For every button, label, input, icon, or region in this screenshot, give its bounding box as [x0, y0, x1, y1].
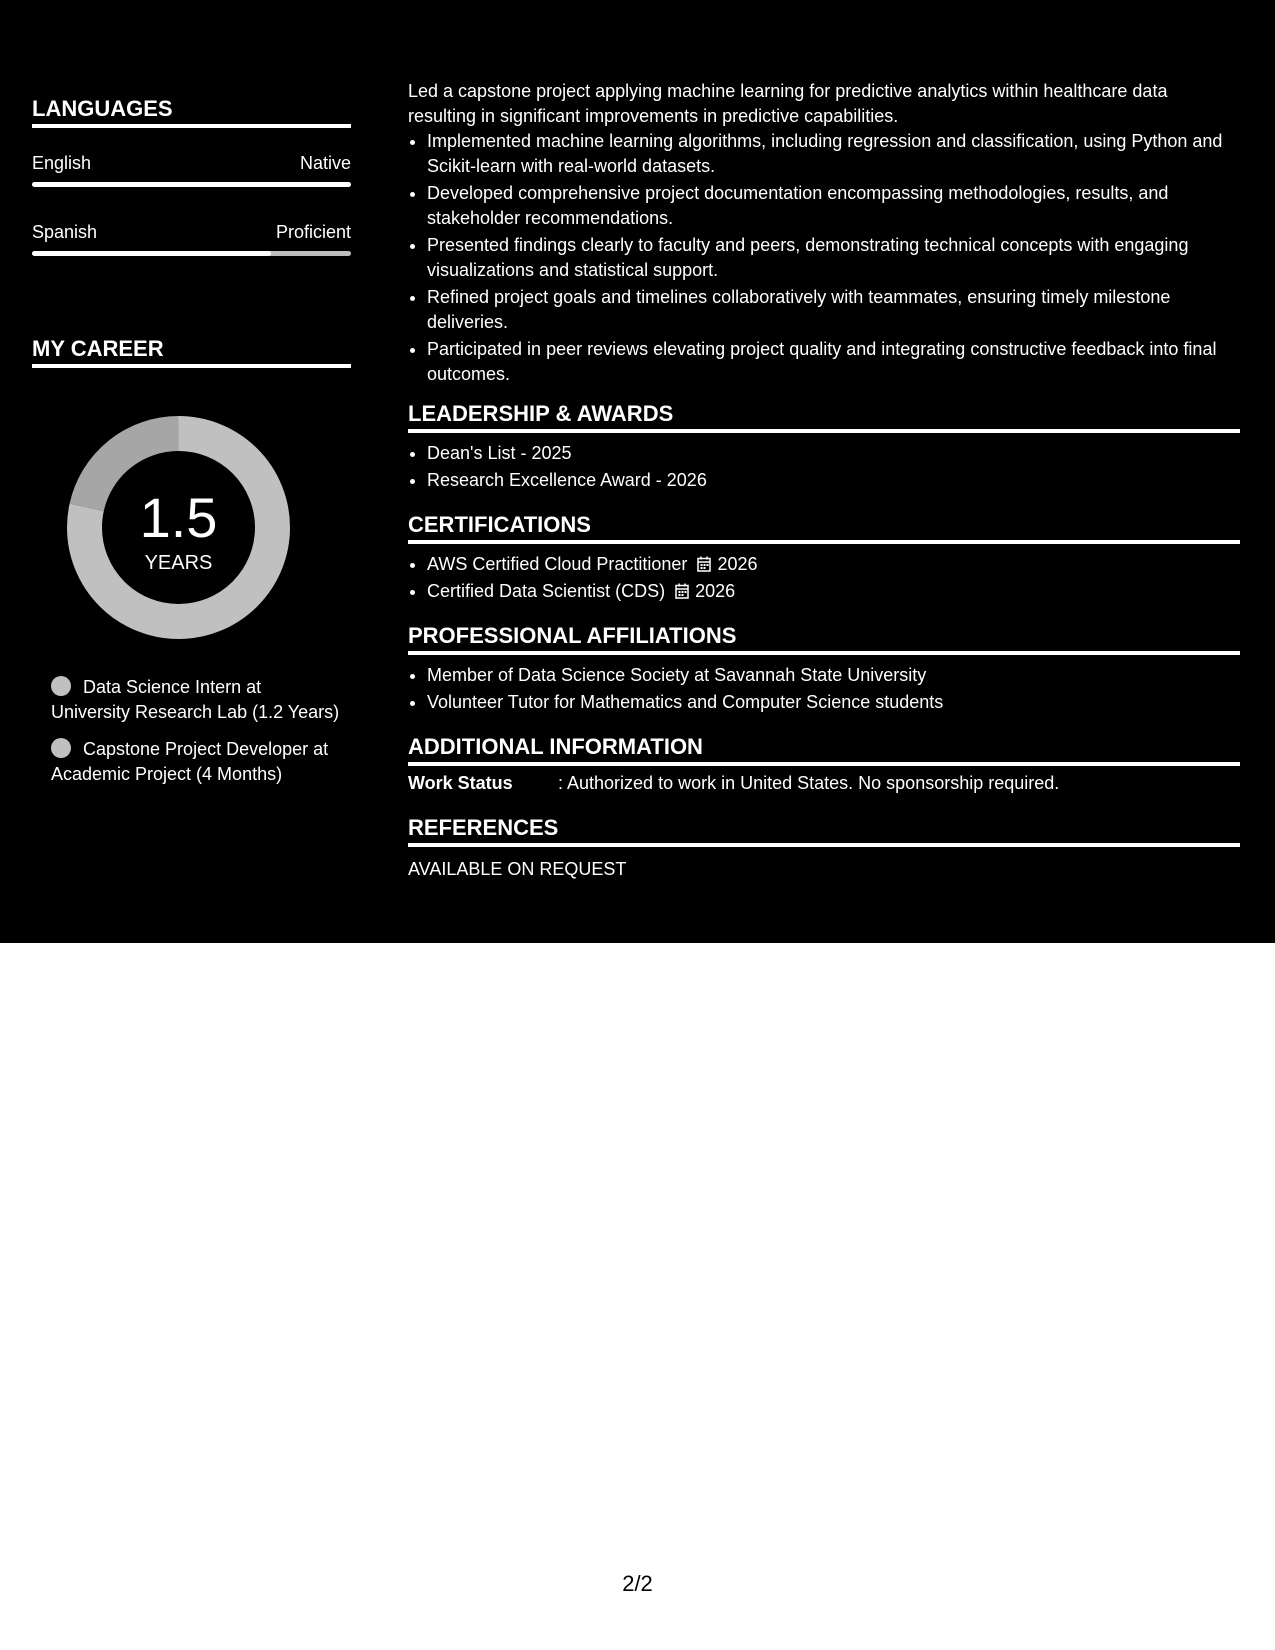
language-proficiency-bar	[32, 182, 351, 187]
affiliations-heading: PROFESSIONAL AFFILIATIONS	[408, 623, 1240, 655]
certification-name: AWS Certified Cloud Practitioner	[427, 554, 688, 574]
affiliations-list	[408, 663, 1240, 715]
certification-item	[427, 552, 1240, 577]
project-section	[408, 79, 1240, 389]
career-item-text: Data Science Intern at University Research Lab (1.2 Years)	[51, 677, 340, 722]
career-bullet-dot	[51, 738, 71, 758]
work-status-label: Work Status	[408, 773, 513, 793]
certifications-heading: CERTIFICATIONS	[408, 512, 1240, 544]
languages-heading: LANGUAGES	[32, 96, 351, 128]
project-intro: Led a capstone project applying machine learning for predictive analytics within healthcare data resulting in significant improvements in predictive capabilities.	[408, 81, 1168, 126]
leadership-heading: LEADERSHIP & AWARDS	[408, 401, 1240, 433]
additional-info-heading: ADDITIONAL INFORMATION	[408, 734, 1240, 766]
certification-year: 2026	[695, 581, 736, 601]
affiliation-item: • Volunteer Tutor for Mathematics and Computer Science students	[427, 690, 1240, 715]
career-donut-chart	[66, 415, 291, 640]
certification-year: 2026	[717, 554, 758, 574]
language-proficiency-bar	[32, 251, 351, 256]
career-list	[51, 675, 341, 799]
project-bullet: • Implemented machine learning algorithms, including regression and classification, using Python and Scikit-learn with real-world datasets.	[427, 129, 1240, 179]
project-bullet: • Presented findings clearly to faculty and peers, demonstrating technical concepts with engaging visualizations and statistical support.	[427, 233, 1240, 283]
calendar-icon	[697, 556, 711, 572]
page-number: 2/2	[622, 1571, 653, 1596]
references-text: AVAILABLE ON REQUEST	[408, 859, 627, 879]
leadership-list	[408, 441, 1240, 493]
references-heading: REFERENCES	[408, 815, 1240, 847]
language-proficiency-fill	[32, 251, 271, 256]
project-bullet: • Refined project goals and timelines collaboratively with teammates, ensuring timely milestone deliveries.	[427, 285, 1240, 335]
leadership-section	[408, 401, 1240, 495]
certification-item	[427, 579, 1240, 604]
language-name: Spanish	[32, 222, 98, 242]
work-status-value: : Authorized to work in United States. No sponsorship required.	[558, 773, 1060, 793]
additional-info-section	[408, 734, 1240, 796]
language-name: English	[32, 153, 92, 173]
leadership-item: • Research Excellence Award - 2026	[427, 468, 1240, 493]
career-item	[51, 675, 341, 725]
leadership-item: • Dean's List - 2025	[427, 441, 1240, 466]
affiliations-section	[408, 623, 1240, 717]
career-item	[51, 737, 341, 787]
language-level: Proficient	[275, 222, 351, 242]
project-bullets	[408, 129, 1240, 387]
certifications-list	[408, 552, 1240, 604]
project-bullet: • Developed comprehensive project documentation encompassing methodologies, results, and stakeholder recommendations.	[427, 181, 1240, 231]
career-total-unit: YEARS	[144, 552, 213, 574]
project-bullet: • Participated in peer reviews elevating project quality and integrating constructive feedback into final outcomes.	[427, 337, 1240, 387]
career-heading: MY CAREER	[32, 336, 351, 368]
career-total-value: 1.5	[139, 486, 218, 549]
work-status-row	[408, 771, 1240, 796]
affiliation-item: • Member of Data Science Society at Savannah State University	[427, 663, 1240, 688]
language-proficiency-fill	[32, 182, 351, 187]
career-item-text: Capstone Project Developer at Academic Project (4 Months)	[51, 739, 329, 784]
references-section	[408, 815, 1240, 882]
career-bullet-dot	[51, 676, 71, 696]
certification-name: Certified Data Scientist (CDS)	[427, 581, 666, 601]
calendar-icon	[675, 583, 689, 599]
language-level: Native	[299, 153, 351, 173]
certifications-section	[408, 512, 1240, 606]
